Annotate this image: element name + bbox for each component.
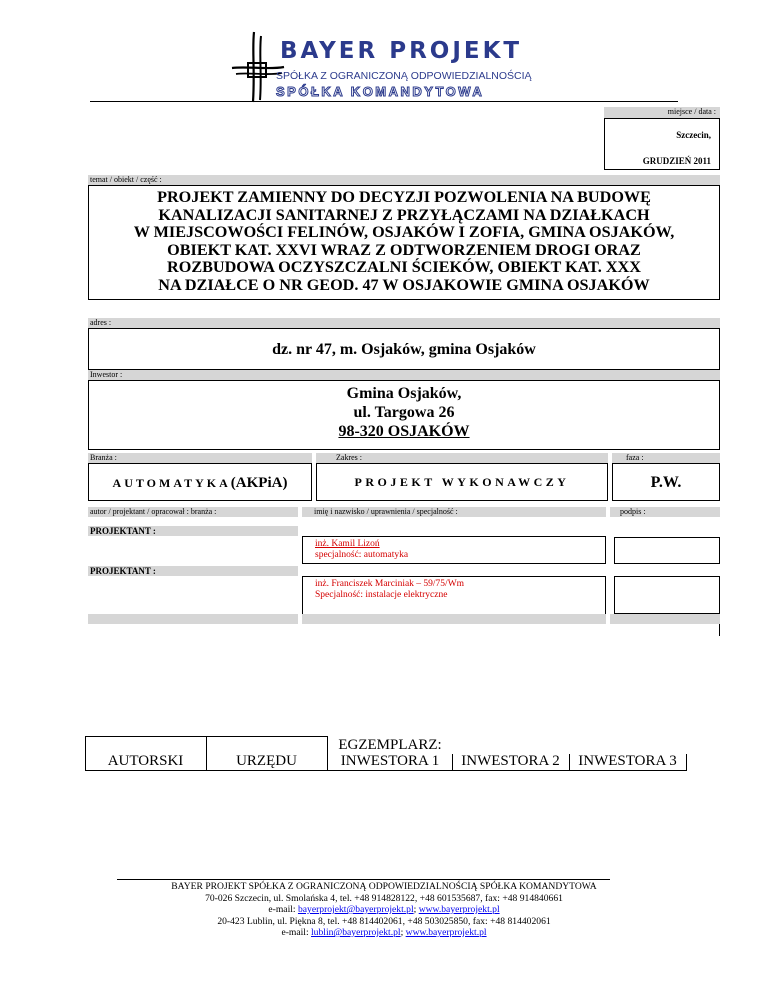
- scope-box: [316, 463, 608, 501]
- phase-box: [612, 463, 720, 501]
- email-prefix: e-mail:: [268, 904, 298, 915]
- authors-col3-bar: [610, 507, 720, 517]
- signature-box: [614, 576, 720, 614]
- copy-authors: AUTORSKI: [107, 753, 184, 769]
- investor-street: ul. Targowa 26: [353, 404, 455, 421]
- investor-postcode: 98-320 OSJAKÓW: [338, 423, 470, 440]
- investor-label: Inwestor :: [90, 370, 123, 379]
- investor-label-bar: [88, 370, 720, 380]
- margin-mark: [719, 624, 720, 636]
- branch-abbr: (AKPiA): [230, 475, 288, 491]
- email-prefix: e-mail:: [281, 927, 312, 938]
- header-rule: [90, 101, 678, 102]
- authors-col3-label: podpis :: [620, 507, 646, 516]
- separator: ;: [413, 904, 419, 915]
- address-label: adres :: [90, 318, 112, 327]
- branch-value: AUTOMATYKA: [112, 476, 231, 490]
- phase-label: faza :: [626, 453, 644, 462]
- footer-rule: [117, 879, 610, 880]
- footer: [88, 881, 680, 939]
- scope-label-bar: [316, 453, 608, 463]
- subject-line: ROZBUDOWA OCZYSZCZALNI ŚCIEKÓW, OBIEKT KAT. XXX: [167, 258, 641, 276]
- place-date-box: [604, 118, 720, 170]
- authors-col2-bar: [302, 507, 606, 517]
- designer-spec: specjalność: automatyka: [315, 550, 409, 560]
- subject-label-bar: [88, 175, 720, 185]
- designer-info-box: [302, 536, 606, 564]
- logo-name: BAYER PROJEKT: [280, 38, 523, 64]
- place: Szczecin,: [676, 130, 711, 140]
- authors-bottom-bar: [302, 614, 606, 624]
- designer-role-bar: [88, 526, 298, 536]
- place-date-label-bar: [604, 107, 720, 118]
- footer-company: BAYER PROJEKT SPÓŁKA Z OGRANICZONĄ ODPOWIEDZIALNOŚCIĄ SPÓŁKA KOMANDYTOWA: [171, 881, 597, 892]
- footer-address-lublin: 20-423 Lublin, ul. Piękna 8, tel. +48 814402061, +48 503025850, fax: +48 814402061: [217, 915, 551, 927]
- designer-info-box: [302, 576, 606, 615]
- authors-bottom-bar: [88, 614, 298, 624]
- designer-role: PROJEKTANT :: [90, 526, 156, 536]
- copy-office: URZĘDU: [236, 753, 297, 769]
- website-link[interactable]: www.bayerprojekt.pl: [405, 927, 487, 938]
- authors-col1-label: autor / projektant / opracował : branża :: [90, 507, 217, 516]
- email-link-lublin[interactable]: lublin@bayerprojekt.pl: [311, 927, 401, 938]
- subject-box: [88, 185, 720, 300]
- footer-address-szczecin: 70-026 Szczecin, ul. Smolańska 4, tel. +48 914828122, +48 601535687, fax: +48 914840661: [205, 892, 563, 904]
- separator: ;: [400, 927, 406, 938]
- investor-box: [88, 380, 720, 450]
- authors-bottom-bar: [610, 614, 720, 624]
- subject-line: KANALIZACJI SANITARNEJ Z PRZYŁĄCZAMI NA DZIAŁKACH: [158, 205, 650, 224]
- phase-label-bar: [612, 453, 720, 463]
- logo-line1: SPÓŁKA Z OGRANICZONĄ ODPOWIEDZIALNOŚCIĄ: [276, 70, 532, 82]
- copy-investor-1: INWESTORA 1: [340, 753, 440, 769]
- subject-line: PROJEKT ZAMIENNY DO DECYZJI POZWOLENIA NA BUDOWĘ: [157, 188, 651, 206]
- company-logo: [228, 30, 548, 110]
- copies-divider: [686, 754, 687, 771]
- phase-value: P.W.: [650, 474, 682, 491]
- scope-label: Zakres :: [336, 453, 362, 462]
- copy-investor-2: INWESTORA 2: [461, 753, 560, 769]
- address-label-bar: [88, 318, 720, 328]
- subject-line: W MIEJSCOWOŚCI FELINÓW, OSJAKÓW I ZOFIA, GMINA OSJAKÓW,: [133, 223, 675, 241]
- address-value: dz. nr 47, m. Osjaków, gmina Osjaków: [272, 341, 536, 358]
- footer-email-line-2: [88, 927, 680, 939]
- subject-line: NA DZIAŁCE O NR GEOD. 47 W OSJAKOWIE GMINA OSJAKÓW: [158, 275, 650, 294]
- subject-line: OBIEKT KAT. XXVI WRAZ Z ODTWORZENIEM DROGI ORAZ: [167, 240, 641, 259]
- scope-value: PROJEKT WYKONAWCZY: [354, 475, 570, 489]
- branch-box: [88, 463, 312, 501]
- logo-line2: SPÓŁKA KOMANDYTOWA: [276, 84, 485, 99]
- copies-title: EGZEMPLARZ:: [338, 737, 442, 753]
- authors-col2-label: imię i nazwisko / uprawnienia / specjalność :: [314, 507, 458, 516]
- copies-bottom-rule: [85, 770, 687, 771]
- branch-label-bar: [88, 453, 312, 463]
- designer-spec: Specjalność: instalacje elektryczne: [315, 590, 448, 600]
- designer-name: inż. Kamil Lizoń: [315, 539, 380, 549]
- email-link-szczecin[interactable]: bayerprojekt@bayerprojekt.pl: [297, 904, 414, 915]
- address-box: [88, 328, 720, 370]
- designer-role-bar: [88, 566, 298, 576]
- place-date-label: miejsce / data :: [667, 107, 716, 116]
- subject-label: temat / obiekt / część :: [90, 175, 162, 184]
- footer-email-line-1: [88, 904, 680, 916]
- signature-box: [614, 537, 720, 564]
- investor-name: Gmina Osjaków,: [346, 385, 462, 402]
- date: GRUDZIEŃ 2011: [642, 156, 711, 166]
- designer-role: PROJEKTANT :: [90, 566, 156, 576]
- copies-table: [85, 736, 687, 771]
- branch-label: Branża :: [90, 453, 117, 462]
- copy-investor-3: INWESTORA 3: [578, 753, 677, 769]
- website-link[interactable]: www.bayerprojekt.pl: [418, 904, 500, 915]
- authors-col1-bar: [88, 507, 298, 517]
- designer-name: inż. Franciszek Marciniak – 59/75/Wm: [315, 579, 465, 589]
